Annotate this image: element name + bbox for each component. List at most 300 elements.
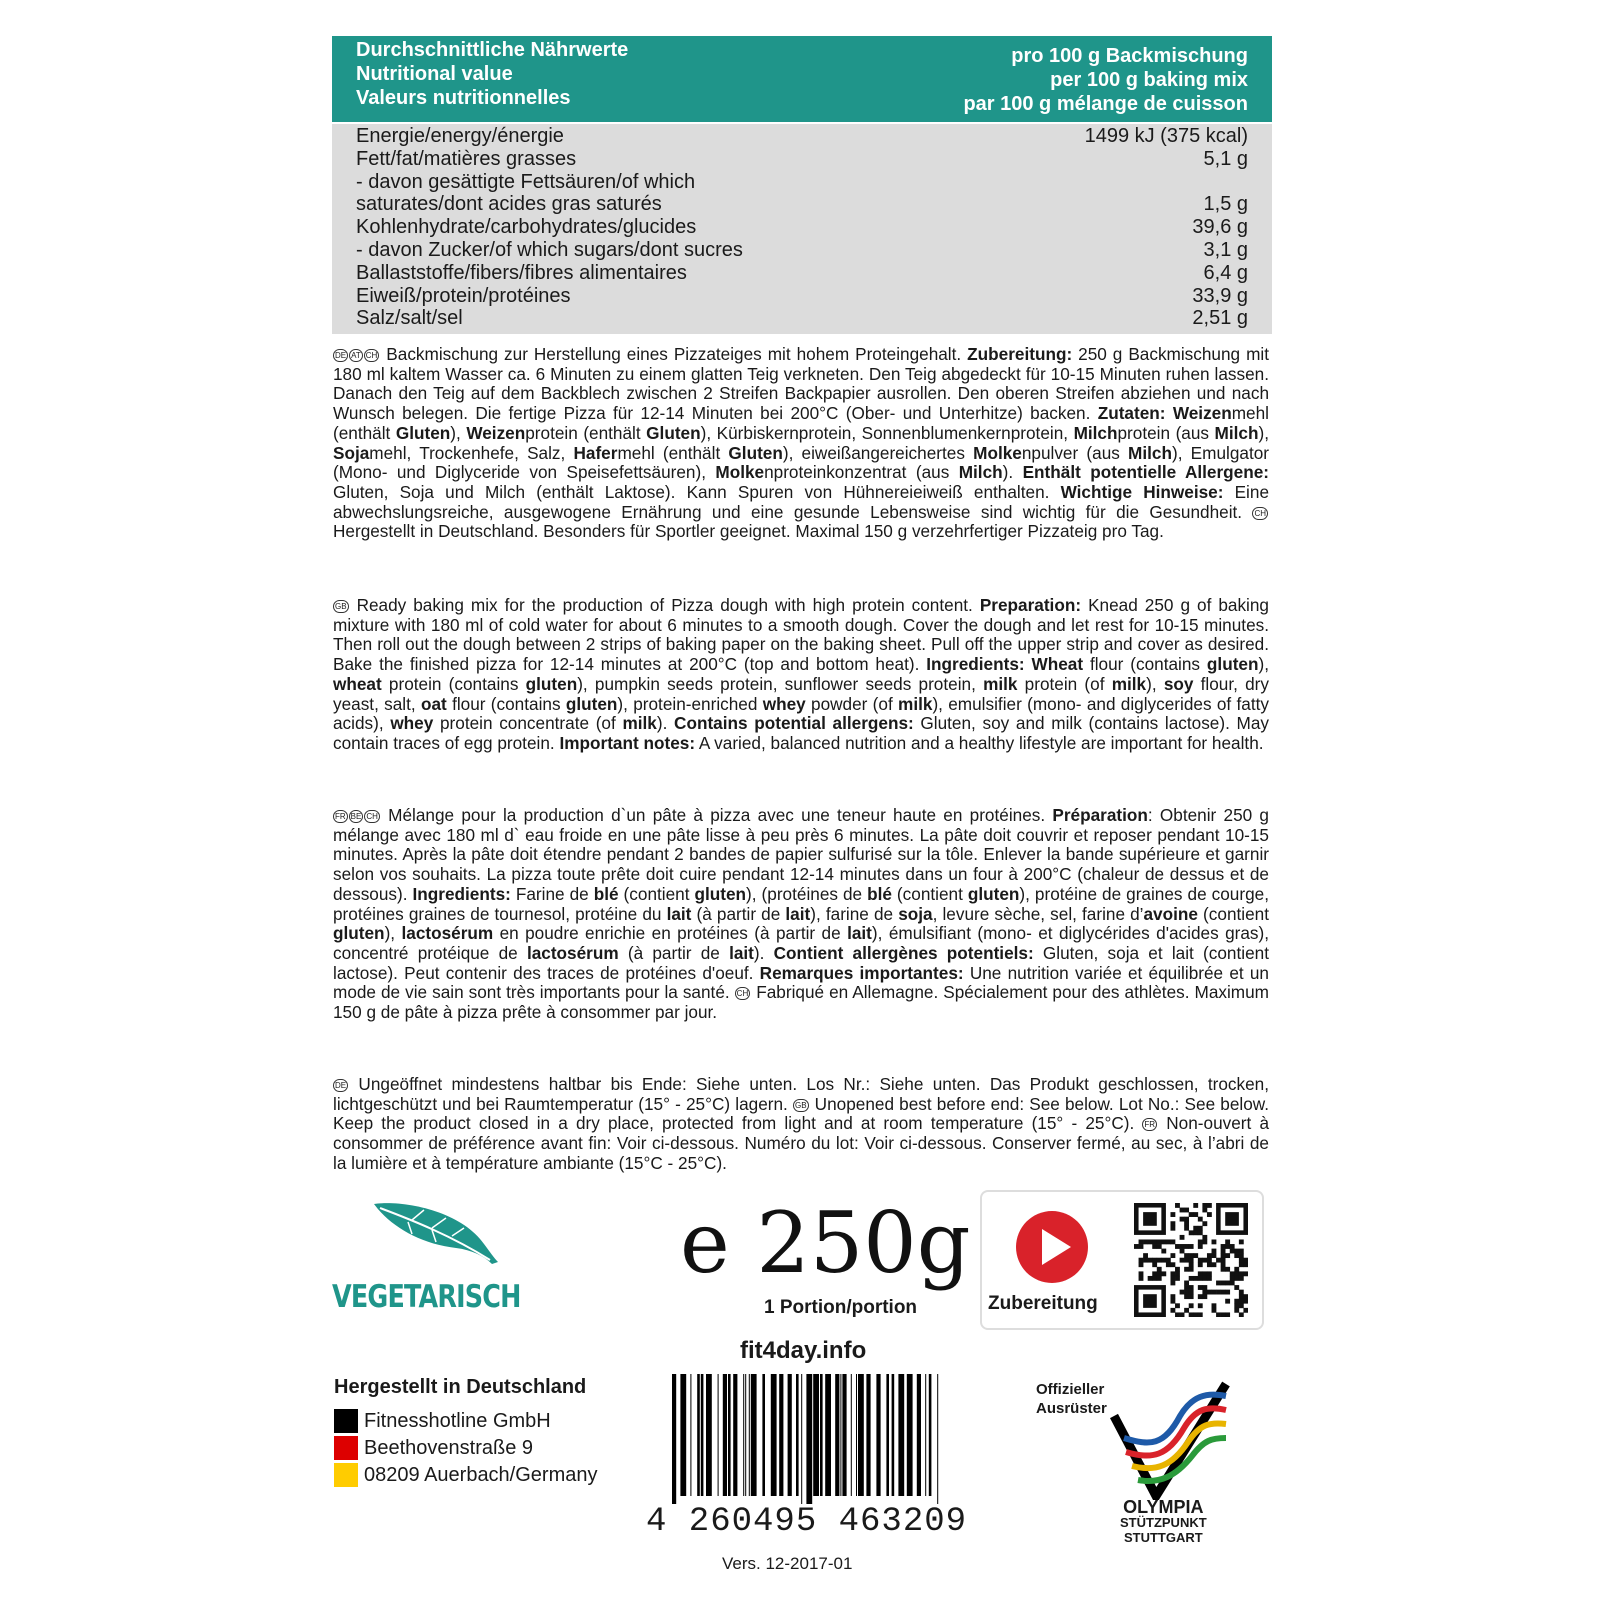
- qr-module: [1202, 1239, 1207, 1244]
- body-text: flour (contains: [1083, 654, 1207, 675]
- country-code-icon: AT: [351, 351, 361, 360]
- country-code-icon: CH: [365, 351, 378, 360]
- qr-module: [1239, 1253, 1244, 1258]
- body-text: Mélange pour la production d`un pâte à pizza avec une teneur haute en protéines.: [380, 805, 1053, 825]
- bold-text: avoine: [1143, 903, 1198, 924]
- body-text: en poudre enrichie en protéines (à partir de: [493, 923, 848, 944]
- qr-module: [1189, 1303, 1194, 1308]
- qr-module: [1184, 1267, 1189, 1272]
- qr-module: [1198, 1276, 1203, 1281]
- qr-module: [1202, 1235, 1207, 1240]
- qr-module: [1170, 1212, 1175, 1217]
- qr-module: [1234, 1253, 1239, 1258]
- olympia-subtitle: STÜTZPUNKT: [1120, 1515, 1207, 1530]
- qr-module: [1212, 1290, 1217, 1295]
- nutrient-label: Salz/salt/sel: [356, 307, 463, 330]
- barcode-bar: [851, 1374, 852, 1496]
- qr-module: [1180, 1258, 1185, 1263]
- qr-finder: [1143, 1212, 1157, 1226]
- qr-code-icon[interactable]: [1134, 1203, 1248, 1317]
- body-text: mehl (enthält: [333, 403, 1269, 443]
- nutrient-value: 5,1 g: [1203, 147, 1248, 170]
- body-text: ), protein-enriched: [617, 693, 763, 714]
- qr-module: [1239, 1312, 1244, 1317]
- qr-module: [1189, 1294, 1194, 1299]
- qr-module: [1184, 1221, 1189, 1226]
- bold-text: Milch: [1214, 422, 1259, 443]
- bold-text: Gluten: [646, 422, 701, 443]
- qr-module: [1175, 1276, 1180, 1281]
- qr-module: [1207, 1212, 1212, 1217]
- barcode-bar: [728, 1374, 731, 1496]
- barcode-bar: [701, 1374, 704, 1496]
- body-text: protein (contains: [381, 673, 526, 694]
- qr-module: [1184, 1226, 1189, 1231]
- barcode-bar: [892, 1374, 895, 1496]
- website-link[interactable]: fit4day.info: [740, 1337, 867, 1364]
- qr-module: [1170, 1299, 1175, 1304]
- qr-module: [1234, 1303, 1239, 1308]
- nutrient-value: 39,6 g: [1192, 216, 1248, 239]
- qr-module: [1170, 1294, 1175, 1299]
- nutrient-label: - davon gesättigte Fettsäuren/of which: [356, 170, 696, 193]
- qr-module: [1170, 1271, 1175, 1276]
- qr-module: [1221, 1258, 1226, 1263]
- body-text: protein (enthält: [525, 422, 647, 443]
- qr-module: [1170, 1262, 1175, 1267]
- barcode-bar: [745, 1374, 746, 1496]
- bold-text: Contains potential allergens:: [674, 713, 914, 734]
- body-text: Backmischung zur Herstellung eines Pizzateiges mit hohem Proteingehalt.: [380, 344, 968, 364]
- qr-module: [1175, 1267, 1180, 1272]
- bold-text: lactosérum: [401, 923, 494, 944]
- qr-module: [1216, 1290, 1221, 1295]
- header-left-line: Valeurs nutritionnelles: [356, 87, 571, 109]
- barcode-bar: [718, 1374, 719, 1496]
- bold-text: Important notes:: [559, 732, 696, 753]
- bold-text: Gluten: [728, 442, 783, 463]
- bold-text: Preparation:: [979, 595, 1082, 615]
- qr-module: [1180, 1249, 1185, 1254]
- country-code-icon: GB: [335, 602, 347, 611]
- body-text: (contient: [618, 883, 695, 904]
- olympia-title: OLYMPIA: [1123, 1497, 1204, 1517]
- body-text: ),: [1146, 673, 1164, 694]
- body-text: ).: [1002, 462, 1023, 483]
- barcode-bar: [771, 1374, 777, 1496]
- qr-module: [1212, 1249, 1217, 1254]
- qr-module: [1152, 1271, 1157, 1276]
- bold-text: Weizen: [466, 422, 526, 443]
- body-text: flour, dry yeast, salt,: [333, 673, 1270, 714]
- qr-module: [1175, 1244, 1180, 1249]
- qr-module: [1202, 1285, 1207, 1290]
- nutrition-row: [356, 125, 1248, 148]
- qr-module: [1216, 1312, 1221, 1317]
- qr-module: [1202, 1208, 1207, 1213]
- qr-module: [1202, 1290, 1207, 1295]
- bold-text: Gluten: [395, 422, 451, 443]
- bold-text: gluten: [525, 673, 578, 694]
- qr-module: [1198, 1217, 1203, 1222]
- bold-text: wheat: [333, 673, 382, 694]
- qr-module: [1184, 1285, 1189, 1290]
- city-address: 08209 Auerbach/Germany: [364, 1464, 598, 1486]
- body-text: Gluten, soja et lait (contient lactose). Peut contenir des traces de protéines d'oeuf.: [333, 942, 1269, 983]
- flag-red-stripe: [334, 1436, 358, 1460]
- body-text: A varied, balanced nutrition and a healthy lifestyle are important for health.: [695, 732, 1264, 753]
- barcode-bar: [925, 1374, 926, 1496]
- qr-module: [1234, 1285, 1239, 1290]
- body-text: Unopened best before end: See below. Lot No.: See below. Keep the product closed in a dry place, protected from light and at room temperature (15° - 25°C).: [333, 1093, 1269, 1134]
- body-text: (à partir de: [618, 942, 730, 963]
- qr-module: [1170, 1276, 1175, 1281]
- nutrient-value: 1499 kJ (375 kcal): [1084, 125, 1248, 147]
- body-text: Non-ouvert à consommer de préférence avant fin: Voir ci-dessous. Numéro du lot: Voir ci-dessous. Conserver fermé, au sec, à l’abri de la lumière et à température ambiante (15°C - 25°C).: [333, 1113, 1270, 1173]
- qr-module: [1193, 1312, 1198, 1317]
- olympia-text-line: Offizieller: [1036, 1381, 1105, 1398]
- qr-module: [1198, 1271, 1203, 1276]
- qr-module: [1221, 1249, 1226, 1254]
- qr-module: [1184, 1281, 1189, 1286]
- qr-module: [1207, 1290, 1212, 1295]
- qr-module: [1198, 1285, 1203, 1290]
- address-line: [334, 1436, 694, 1460]
- qr-module: [1239, 1258, 1244, 1263]
- nutrient-label: Energie/energy/énergie: [356, 125, 564, 147]
- qr-module: [1184, 1253, 1189, 1258]
- qr-module: [1184, 1208, 1189, 1213]
- qr-module: [1157, 1244, 1162, 1249]
- country-code-icon: DE: [335, 351, 347, 360]
- qr-module: [1198, 1312, 1203, 1317]
- olympia-text-line: Ausrüster: [1036, 1400, 1107, 1417]
- qr-module: [1180, 1244, 1185, 1249]
- body-text: ), émulsifiant (mono- et diglycérides d'acides gras), concentré protéique de: [333, 923, 1270, 963]
- nutrition-row: [356, 262, 1248, 285]
- qr-module: [1161, 1271, 1166, 1276]
- bold-text: Molke: [973, 442, 1022, 463]
- nutrition-header-left: [356, 38, 628, 110]
- qr-module: [1193, 1276, 1198, 1281]
- nutrition-row: [356, 171, 1248, 194]
- body-text: npulver (aus: [1021, 442, 1129, 463]
- qr-module: [1189, 1212, 1194, 1217]
- barcode-bar: [858, 1374, 864, 1496]
- qr-module: [1221, 1290, 1226, 1295]
- bold-text: milk: [622, 713, 657, 734]
- qr-module: [1180, 1312, 1185, 1317]
- street-address: Beethovenstraße 9: [364, 1437, 533, 1459]
- body-text: protein (of: [1017, 673, 1112, 694]
- bold-text: oat: [420, 693, 447, 714]
- olympia-subtitle: STUTTGART: [1123, 1530, 1203, 1545]
- body-text: ), Kürbiskernprotein, Sonnenblumenkernprotein,: [700, 422, 1074, 443]
- bold-text: soy: [1163, 673, 1194, 694]
- qr-module: [1239, 1303, 1244, 1308]
- barcode-bar: [690, 1374, 691, 1496]
- qr-module: [1202, 1276, 1207, 1281]
- bold-text: lactosérum: [526, 942, 619, 963]
- qr-module: [1202, 1258, 1207, 1263]
- qr-module: [1161, 1249, 1166, 1254]
- bold-text: Soja: [333, 442, 370, 463]
- olympia-supplier-text: [1036, 1380, 1107, 1418]
- body-text: ).: [753, 942, 774, 963]
- olympia-logo-icon: [1110, 1376, 1230, 1500]
- qr-module: [1234, 1271, 1239, 1276]
- nutrient-label: saturates/dont acides gras saturés: [356, 193, 662, 216]
- qr-module: [1207, 1276, 1212, 1281]
- qr-module: [1225, 1312, 1230, 1317]
- country-code-icon: CH: [366, 812, 378, 821]
- qr-module: [1148, 1239, 1153, 1244]
- qr-module: [1170, 1253, 1175, 1258]
- bold-text: blé: [867, 883, 892, 904]
- bold-text: Wichtige Hinweise:: [1060, 481, 1224, 502]
- qr-module: [1234, 1267, 1239, 1272]
- body-text: ), emulsifier (mono- and diglycerides of fatty acids),: [333, 693, 1269, 734]
- qr-module: [1243, 1271, 1248, 1276]
- address-line: [334, 1463, 694, 1487]
- nutrition-table-header: [332, 36, 1272, 122]
- qr-module: [1230, 1281, 1235, 1286]
- body-text: protein concentrate (of: [433, 713, 623, 734]
- qr-module: [1184, 1290, 1189, 1295]
- body-text: Gluten, Soja und Milch (enthält Laktose). Kann Spuren von Hühnereieiweiß enthalten.: [333, 481, 1061, 502]
- barcode-bar: [672, 1374, 676, 1504]
- country-code-icon: GB: [794, 1100, 807, 1110]
- body-text: mehl, Trockenhefe, Salz,: [369, 442, 574, 463]
- body-text: Fabriqué en Allemagne. Spécialement pour des athlètes. Maximum 150 g de pâte à pizza prête à consommer par jour.: [333, 982, 1269, 1023]
- qr-module: [1198, 1226, 1203, 1231]
- nutrition-row: [356, 193, 1248, 216]
- qr-module: [1148, 1258, 1153, 1263]
- body-text: Une nutrition variée et équilibrée et un mode de vie sain sont très importants pour la santé.: [333, 962, 1269, 1003]
- nutrient-value: 2,51 g: [1192, 307, 1248, 330]
- body-text: Knead 250 g of baking mixture with 180 ml of cold water for about 6 minutes to a smooth dough. Cover the dough and let rest for 10-15 minutes. Then roll out the dough between 2 strips of baking paper on the baking sheet. Pull off the upper strip and cover as desired. Bake the finished pizza for 12-14 minutes at 200°C (top and bottom heat).: [333, 595, 1269, 675]
- body-text: mehl (enthält: [617, 442, 729, 463]
- leaf-icon: [372, 1200, 502, 1268]
- nutrient-value: 6,4 g: [1203, 261, 1248, 284]
- bold-text: Contient allergènes potentiels:: [773, 942, 1034, 963]
- qr-module: [1175, 1203, 1180, 1208]
- qr-module: [1221, 1312, 1226, 1317]
- body-text: : Obtenir 250 g mélange avec 180 ml d` eau froide en une pâte lisse à peu près 6 minutes. La pâte doit couvrir et reposer pendant 10-15 minutes. Après la pâte doit étendre pendant 2 bandes de papier sulfurisé sur la tôle. Enlever la bande supérieure et garnir selon vos souhaits. La pizza toute prête doit cuire pendant 12-14 minutes dans un four à 200°C (chaleur de dessus et de dessous).: [333, 805, 1269, 904]
- nutrition-row: [356, 239, 1248, 262]
- barcode-bar: [733, 1374, 737, 1496]
- play-icon[interactable]: [1013, 1208, 1091, 1286]
- qr-finder: [1143, 1294, 1157, 1308]
- qr-module: [1143, 1258, 1148, 1263]
- body-text: ), Emulgator (Mono- und Diglyceride von Speisefettsäuren),: [333, 442, 1270, 483]
- nutrient-label: Fett/fat/matières grasses: [356, 147, 577, 170]
- qr-module: [1225, 1299, 1230, 1304]
- body-text: (à partir de: [691, 903, 786, 924]
- qr-module: [1207, 1262, 1212, 1267]
- bold-text: gluten: [565, 693, 618, 714]
- qr-module: [1239, 1262, 1244, 1267]
- qr-module: [1243, 1294, 1248, 1299]
- body-text: ),: [1258, 422, 1269, 443]
- nutrition-row: [356, 216, 1248, 239]
- qr-module: [1152, 1258, 1157, 1263]
- body-text: (contient: [1197, 903, 1269, 924]
- country-code-icon: DE: [335, 1081, 347, 1090]
- qr-module: [1221, 1281, 1226, 1286]
- qr-module: [1221, 1267, 1226, 1272]
- qr-module: [1225, 1267, 1230, 1272]
- qr-module: [1189, 1276, 1194, 1281]
- barcode-bar: [749, 1374, 750, 1496]
- qr-module: [1230, 1271, 1235, 1276]
- bold-text: Zubereitung:: [967, 344, 1073, 364]
- qr-module: [1139, 1258, 1144, 1263]
- bold-text: Milch: [958, 462, 1003, 483]
- barcode-bar: [898, 1374, 904, 1496]
- bold-text: lait: [847, 923, 872, 944]
- header-left-line: Nutritional value: [356, 63, 513, 85]
- qr-module: [1184, 1244, 1189, 1249]
- qr-module: [1189, 1230, 1194, 1235]
- body-text: ),: [450, 422, 467, 443]
- qr-module: [1243, 1308, 1248, 1313]
- qr-module: [1180, 1217, 1185, 1222]
- company-name: Fitnesshotline GmbH: [364, 1410, 551, 1432]
- bold-text: milk: [898, 693, 933, 714]
- qr-module: [1184, 1258, 1189, 1263]
- bold-text: Préparation: [1052, 805, 1148, 825]
- bold-text: Remarques importantes:: [759, 962, 964, 983]
- qr-module: [1139, 1244, 1144, 1249]
- qr-module: [1234, 1308, 1239, 1313]
- body-text: ).: [656, 713, 675, 734]
- qr-module: [1239, 1239, 1244, 1244]
- qr-module: [1189, 1244, 1194, 1249]
- qr-module: [1230, 1244, 1235, 1249]
- qr-module: [1184, 1308, 1189, 1313]
- qr-module: [1207, 1253, 1212, 1258]
- qr-module: [1225, 1290, 1230, 1295]
- qr-module: [1207, 1203, 1212, 1208]
- country-code-icon: FR: [1144, 1120, 1156, 1130]
- portion-label: 1 Portion/portion: [764, 1297, 918, 1318]
- qr-module: [1193, 1226, 1198, 1231]
- qr-module: [1157, 1267, 1162, 1272]
- qr-module: [1161, 1239, 1166, 1244]
- qr-module: [1166, 1239, 1171, 1244]
- qr-module: [1170, 1226, 1175, 1231]
- qr-module: [1234, 1249, 1239, 1254]
- qr-module: [1202, 1271, 1207, 1276]
- qr-module: [1212, 1303, 1217, 1308]
- qr-module: [1212, 1262, 1217, 1267]
- bold-text: lait: [785, 903, 811, 924]
- qr-module: [1193, 1212, 1198, 1217]
- qr-module: [1234, 1299, 1239, 1304]
- qr-module: [1189, 1285, 1194, 1290]
- qr-module: [1198, 1244, 1203, 1249]
- qr-module: [1239, 1271, 1244, 1276]
- barcode-bar: [801, 1374, 802, 1504]
- english-description: [333, 596, 1269, 754]
- qr-module: [1207, 1271, 1212, 1276]
- bold-text: Milch: [1128, 442, 1172, 463]
- qr-module: [1239, 1290, 1244, 1295]
- nutrition-table-body: [332, 124, 1272, 334]
- bold-text: milk: [983, 673, 1018, 694]
- qr-module: [1175, 1312, 1180, 1317]
- barcode-bar: [866, 1374, 870, 1496]
- nutrient-value: 3,1 g: [1203, 238, 1248, 261]
- barcode-digits: 4 260495 463209: [646, 1503, 968, 1541]
- bold-text: lait: [666, 903, 692, 924]
- qr-module: [1189, 1290, 1194, 1295]
- bold-text: Ingredients: Wheat: [926, 654, 1084, 675]
- body-text: ), protéine de graines de courge, protéines graines de tournesol, protéine du: [333, 883, 1269, 924]
- body-text: ), farine de: [810, 903, 899, 924]
- qr-module: [1134, 1244, 1139, 1249]
- nutrient-value: 1,5 g: [1203, 193, 1248, 216]
- bold-text: lait: [729, 942, 754, 963]
- qr-module: [1202, 1203, 1207, 1208]
- qr-module: [1189, 1312, 1194, 1317]
- bold-text: soja: [898, 903, 933, 924]
- nutrient-label: Eiweiß/protein/protéines: [356, 284, 571, 307]
- qr-module: [1139, 1276, 1144, 1281]
- qr-module: [1166, 1258, 1171, 1263]
- qr-module: [1170, 1221, 1175, 1226]
- qr-module: [1193, 1230, 1198, 1235]
- qr-module: [1143, 1253, 1148, 1258]
- barcode-bar: [835, 1374, 839, 1496]
- french-description: [333, 806, 1269, 1023]
- header-right-line: pro 100 g Backmischung: [1011, 45, 1248, 67]
- qr-module: [1239, 1294, 1244, 1299]
- qr-module: [1193, 1203, 1198, 1208]
- qr-module: [1184, 1217, 1189, 1222]
- body-text: ),: [384, 923, 402, 944]
- qr-module: [1193, 1253, 1198, 1258]
- qr-module: [1202, 1221, 1207, 1226]
- bold-text: Milch: [1073, 422, 1118, 443]
- qr-module: [1216, 1281, 1221, 1286]
- barcode-bar: [697, 1374, 700, 1496]
- barcode-bar: [743, 1374, 744, 1496]
- qr-module: [1202, 1294, 1207, 1299]
- qr-module: [1243, 1262, 1248, 1267]
- nutrition-row: [356, 307, 1248, 330]
- qr-module: [1170, 1308, 1175, 1313]
- barcode-bar: [886, 1374, 889, 1496]
- made-in-heading: Hergestellt in Deutschland: [334, 1376, 587, 1398]
- bold-text: Enthält potentielle Allergene:: [1022, 462, 1269, 483]
- qr-module: [1225, 1281, 1230, 1286]
- bold-text: gluten: [694, 883, 747, 904]
- header-right-line: per 100 g baking mix: [1050, 69, 1248, 91]
- qr-module: [1152, 1239, 1157, 1244]
- qr-module: [1243, 1258, 1248, 1263]
- qr-module: [1221, 1244, 1226, 1249]
- body-text: ), (protéines de: [746, 883, 868, 904]
- body-text: flour (contains: [446, 693, 566, 714]
- qr-module: [1230, 1276, 1235, 1281]
- bold-text: gluten: [967, 883, 1020, 904]
- qr-module: [1180, 1290, 1185, 1295]
- body-text: Ready baking mix for the production of Pizza dough with high protein content.: [349, 595, 980, 615]
- qr-module: [1139, 1239, 1144, 1244]
- qr-module: [1225, 1244, 1230, 1249]
